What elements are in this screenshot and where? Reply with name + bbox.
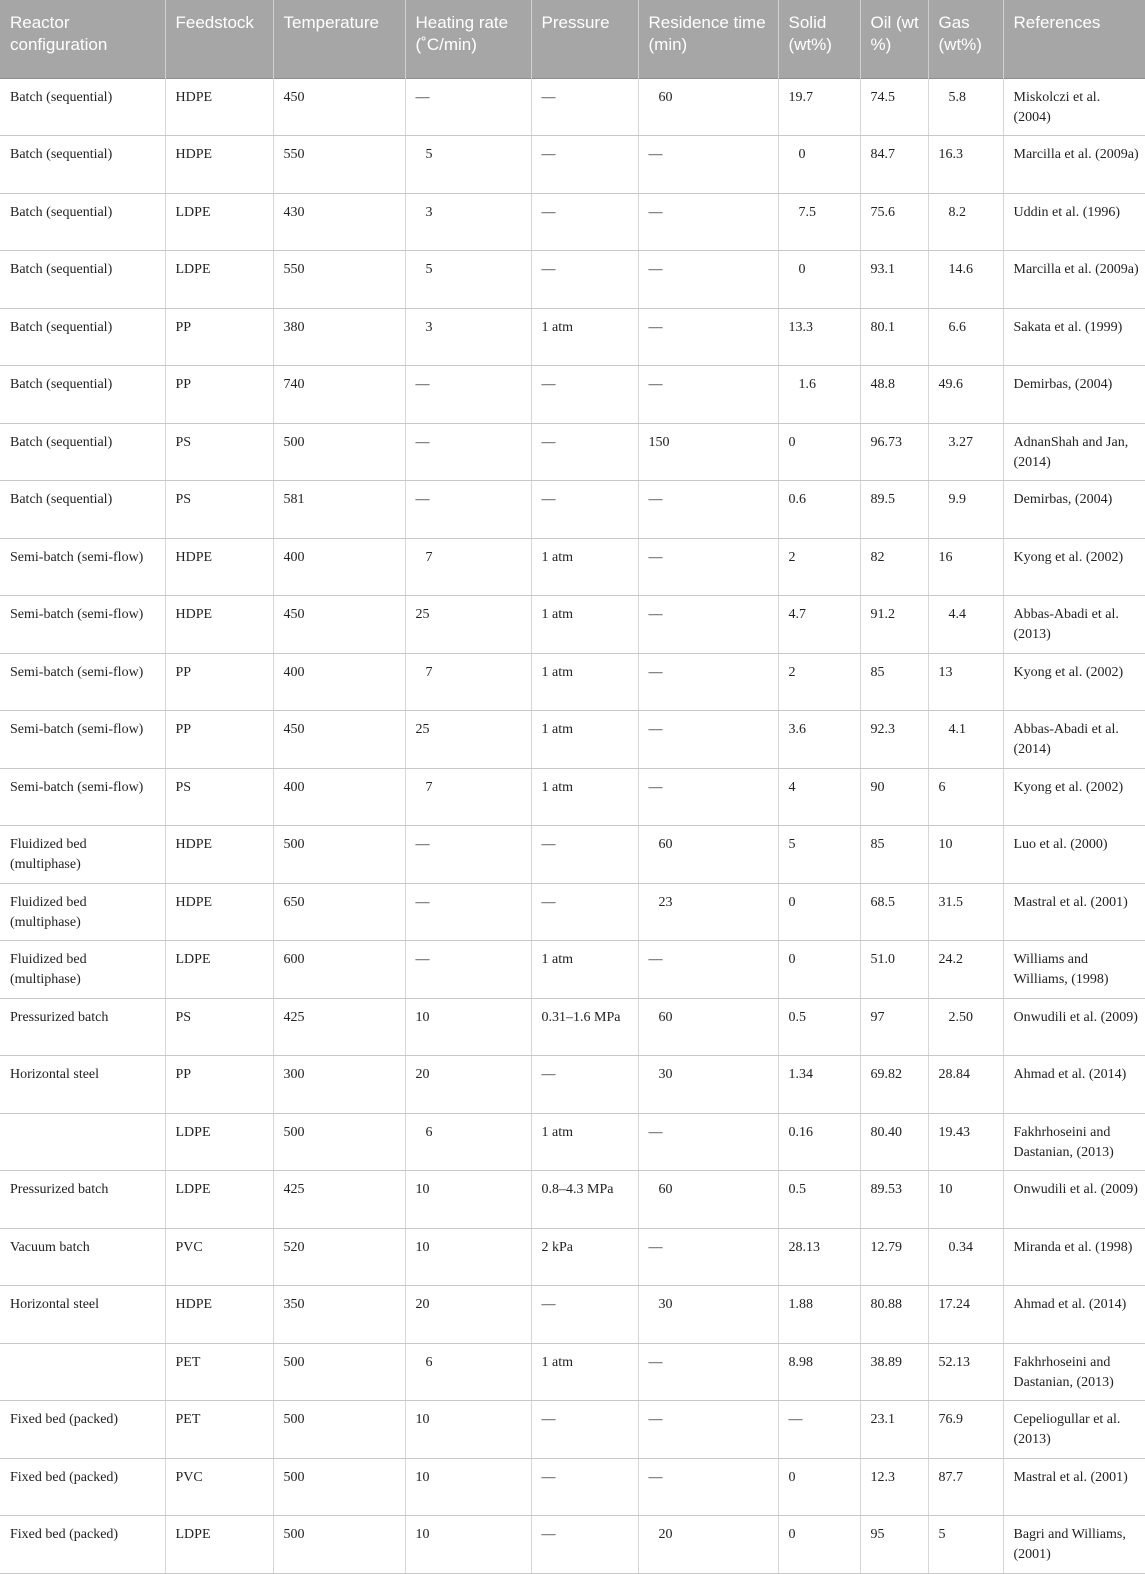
cell-heating-rate: 20 xyxy=(405,1286,531,1344)
cell-references: Luo et al. (2000) xyxy=(1003,826,1145,884)
cell-solid: 2 xyxy=(778,653,860,711)
cell-reactor-configuration: Semi-batch (semi-flow) xyxy=(0,711,165,769)
cell-solid: 1.6 xyxy=(778,366,860,424)
cell-reactor-configuration: Fluidized bed (multiphase) xyxy=(0,883,165,941)
cell-solid: 0 xyxy=(778,1458,860,1516)
cell-reactor-configuration: Semi-batch (semi-flow) xyxy=(0,768,165,826)
cell-heating-rate: — xyxy=(405,883,531,941)
cell-pressure: 1 atm xyxy=(531,1343,638,1401)
cell-residence-time: — xyxy=(638,538,778,596)
cell-pressure: 1 atm xyxy=(531,308,638,366)
cell-temperature: 450 xyxy=(273,596,405,654)
cell-gas: 10 xyxy=(928,826,1003,884)
cell-reactor-configuration: Fluidized bed (multiphase) xyxy=(0,826,165,884)
table-row xyxy=(0,423,1145,481)
cell-references: Mastral et al. (2001) xyxy=(1003,883,1145,941)
cell-feedstock: LDPE xyxy=(165,251,273,309)
cell-reactor-configuration: Semi-batch (semi-flow) xyxy=(0,596,165,654)
cell-temperature: 300 xyxy=(273,1056,405,1114)
cell-solid: 5 xyxy=(778,826,860,884)
cell-residence-time: — xyxy=(638,596,778,654)
cell-residence-time: — xyxy=(638,1228,778,1286)
table-header xyxy=(0,0,1145,78)
cell-oil: 23.1 xyxy=(860,1401,928,1459)
cell-solid: 0 xyxy=(778,251,860,309)
cell-references: Ahmad et al. (2014) xyxy=(1003,1056,1145,1114)
cell-temperature: 400 xyxy=(273,653,405,711)
cell-temperature: 600 xyxy=(273,941,405,999)
cell-references: Uddin et al. (1996) xyxy=(1003,193,1145,251)
cell-reactor-configuration: Horizontal steel xyxy=(0,1056,165,1114)
cell-oil: 80.40 xyxy=(860,1113,928,1171)
table-row xyxy=(0,653,1145,711)
cell-residence-time: — xyxy=(638,193,778,251)
cell-feedstock: PS xyxy=(165,481,273,539)
cell-residence-time: — xyxy=(638,251,778,309)
table-row xyxy=(0,768,1145,826)
cell-feedstock: LDPE xyxy=(165,1516,273,1574)
cell-temperature: 380 xyxy=(273,308,405,366)
cell-feedstock: PP xyxy=(165,1056,273,1114)
cell-heating-rate: 10 xyxy=(405,1458,531,1516)
cell-references: Fakhrhoseini and Dastanian, (2013) xyxy=(1003,1113,1145,1171)
cell-gas: 87.7 xyxy=(928,1458,1003,1516)
cell-pressure: — xyxy=(531,883,638,941)
cell-residence-time: 60 xyxy=(638,1171,778,1229)
cell-residence-time: 60 xyxy=(638,998,778,1056)
table-row xyxy=(0,481,1145,539)
cell-solid: — xyxy=(778,1401,860,1459)
cell-gas: 4.4 xyxy=(928,596,1003,654)
cell-pressure: — xyxy=(531,1056,638,1114)
table-row xyxy=(0,998,1145,1056)
cell-reactor-configuration: Pressurized batch xyxy=(0,998,165,1056)
cell-heating-rate: — xyxy=(405,78,531,136)
cell-reactor-configuration: Fixed bed (packed) xyxy=(0,1401,165,1459)
cell-pressure: 1 atm xyxy=(531,711,638,769)
cell-gas: 28.84 xyxy=(928,1056,1003,1114)
cell-references: Kyong et al. (2002) xyxy=(1003,538,1145,596)
cell-feedstock: HDPE xyxy=(165,883,273,941)
cell-references: Fakhrhoseini and Dastanian, (2013) xyxy=(1003,1343,1145,1401)
column-header-pressure: Pressure xyxy=(531,0,638,78)
cell-oil: 12.3 xyxy=(860,1458,928,1516)
cell-gas: 6 xyxy=(928,768,1003,826)
cell-solid: 1.34 xyxy=(778,1056,860,1114)
cell-feedstock: HDPE xyxy=(165,78,273,136)
cell-temperature: 430 xyxy=(273,193,405,251)
cell-solid: 0 xyxy=(778,136,860,194)
cell-gas: 19.43 xyxy=(928,1113,1003,1171)
column-header-gas: Gas (wt%) xyxy=(928,0,1003,78)
cell-gas: 2.50 xyxy=(928,998,1003,1056)
cell-reactor-configuration xyxy=(0,1343,165,1401)
cell-oil: 92.3 xyxy=(860,711,928,769)
column-header-oil: Oil (wt %) xyxy=(860,0,928,78)
column-header-temperature: Temperature xyxy=(273,0,405,78)
cell-feedstock: LDPE xyxy=(165,1113,273,1171)
cell-pressure: 1 atm xyxy=(531,538,638,596)
cell-solid: 7.5 xyxy=(778,193,860,251)
cell-references: Miskolczi et al. (2004) xyxy=(1003,78,1145,136)
table-row xyxy=(0,711,1145,769)
cell-feedstock: PET xyxy=(165,1401,273,1459)
cell-solid: 8.98 xyxy=(778,1343,860,1401)
cell-residence-time: — xyxy=(638,1343,778,1401)
cell-heating-rate: — xyxy=(405,941,531,999)
cell-references: Marcilla et al. (2009a) xyxy=(1003,251,1145,309)
cell-solid: 0.6 xyxy=(778,481,860,539)
cell-gas: 5 xyxy=(928,1516,1003,1574)
cell-temperature: 581 xyxy=(273,481,405,539)
cell-heating-rate: 6 xyxy=(405,1113,531,1171)
cell-pressure: 1 atm xyxy=(531,596,638,654)
cell-residence-time: 150 xyxy=(638,423,778,481)
cell-residence-time: — xyxy=(638,136,778,194)
cell-solid: 4.7 xyxy=(778,596,860,654)
table-row xyxy=(0,136,1145,194)
cell-heating-rate: 20 xyxy=(405,1056,531,1114)
cell-reactor-configuration: Batch (sequential) xyxy=(0,136,165,194)
cell-residence-time: — xyxy=(638,1458,778,1516)
cell-temperature: 450 xyxy=(273,711,405,769)
cell-heating-rate: 6 xyxy=(405,1343,531,1401)
cell-references: Ahmad et al. (2014) xyxy=(1003,1286,1145,1344)
cell-heating-rate: 5 xyxy=(405,251,531,309)
cell-gas: 10 xyxy=(928,1171,1003,1229)
cell-reactor-configuration: Pressurized batch xyxy=(0,1171,165,1229)
cell-oil: 48.8 xyxy=(860,366,928,424)
cell-heating-rate: 10 xyxy=(405,1228,531,1286)
cell-reactor-configuration: Batch (sequential) xyxy=(0,78,165,136)
cell-temperature: 425 xyxy=(273,998,405,1056)
cell-residence-time: — xyxy=(638,653,778,711)
cell-residence-time: 30 xyxy=(638,1286,778,1344)
cell-solid: 0 xyxy=(778,883,860,941)
cell-pressure: — xyxy=(531,1458,638,1516)
cell-residence-time: — xyxy=(638,1113,778,1171)
cell-feedstock: PS xyxy=(165,423,273,481)
cell-temperature: 650 xyxy=(273,883,405,941)
cell-references: Onwudili et al. (2009) xyxy=(1003,998,1145,1056)
table-row xyxy=(0,596,1145,654)
table-row xyxy=(0,1171,1145,1229)
cell-gas: 3.27 xyxy=(928,423,1003,481)
cell-solid: 0.5 xyxy=(778,998,860,1056)
cell-references: AdnanShah and Jan, (2014) xyxy=(1003,423,1145,481)
cell-oil: 75.6 xyxy=(860,193,928,251)
table-row xyxy=(0,1401,1145,1459)
cell-gas: 17.24 xyxy=(928,1286,1003,1344)
cell-temperature: 500 xyxy=(273,1401,405,1459)
cell-heating-rate: 5 xyxy=(405,136,531,194)
cell-heating-rate: 7 xyxy=(405,538,531,596)
cell-solid: 4 xyxy=(778,768,860,826)
cell-gas: 6.6 xyxy=(928,308,1003,366)
cell-pressure: 1 atm xyxy=(531,768,638,826)
cell-solid: 0 xyxy=(778,1516,860,1574)
cell-oil: 97 xyxy=(860,998,928,1056)
cell-heating-rate: 10 xyxy=(405,998,531,1056)
cell-temperature: 400 xyxy=(273,768,405,826)
cell-oil: 12.79 xyxy=(860,1228,928,1286)
table-row xyxy=(0,1343,1145,1401)
cell-residence-time: 23 xyxy=(638,883,778,941)
cell-feedstock: LDPE xyxy=(165,941,273,999)
column-header-references: References xyxy=(1003,0,1145,78)
cell-gas: 9.9 xyxy=(928,481,1003,539)
cell-feedstock: LDPE xyxy=(165,193,273,251)
table-row xyxy=(0,1113,1145,1171)
cell-oil: 69.82 xyxy=(860,1056,928,1114)
cell-feedstock: PS xyxy=(165,998,273,1056)
table-body xyxy=(0,78,1145,1573)
table-row xyxy=(0,193,1145,251)
cell-pressure: — xyxy=(531,1516,638,1574)
cell-pressure: — xyxy=(531,1401,638,1459)
cell-references: Bagri and Williams, (2001) xyxy=(1003,1516,1145,1574)
cell-reactor-configuration: Batch (sequential) xyxy=(0,366,165,424)
cell-temperature: 425 xyxy=(273,1171,405,1229)
cell-reactor-configuration: Batch (sequential) xyxy=(0,423,165,481)
cell-residence-time: 20 xyxy=(638,1516,778,1574)
cell-solid: 0 xyxy=(778,941,860,999)
cell-heating-rate: 7 xyxy=(405,768,531,826)
cell-temperature: 500 xyxy=(273,1343,405,1401)
cell-gas: 24.2 xyxy=(928,941,1003,999)
cell-solid: 0.16 xyxy=(778,1113,860,1171)
cell-pressure: — xyxy=(531,193,638,251)
cell-pressure: 2 kPa xyxy=(531,1228,638,1286)
cell-solid: 19.7 xyxy=(778,78,860,136)
cell-residence-time: 60 xyxy=(638,826,778,884)
cell-pressure: — xyxy=(531,481,638,539)
table-row xyxy=(0,1286,1145,1344)
cell-gas: 14.6 xyxy=(928,251,1003,309)
table-row xyxy=(0,1056,1145,1114)
cell-residence-time: 30 xyxy=(638,1056,778,1114)
cell-references: Cepeliogullar et al. (2013) xyxy=(1003,1401,1145,1459)
cell-solid: 2 xyxy=(778,538,860,596)
cell-heating-rate: 10 xyxy=(405,1401,531,1459)
cell-references: Demirbas, (2004) xyxy=(1003,481,1145,539)
cell-gas: 16 xyxy=(928,538,1003,596)
cell-feedstock: LDPE xyxy=(165,1171,273,1229)
cell-gas: 0.34 xyxy=(928,1228,1003,1286)
cell-residence-time: — xyxy=(638,711,778,769)
cell-heating-rate: — xyxy=(405,423,531,481)
cell-feedstock: PS xyxy=(165,768,273,826)
table-row xyxy=(0,308,1145,366)
cell-oil: 51.0 xyxy=(860,941,928,999)
cell-references: Abbas-Abadi et al. (2013) xyxy=(1003,596,1145,654)
cell-temperature: 500 xyxy=(273,423,405,481)
table-row xyxy=(0,251,1145,309)
column-header-heating-rate: Heating rate (˚C/min) xyxy=(405,0,531,78)
cell-residence-time: — xyxy=(638,941,778,999)
cell-temperature: 520 xyxy=(273,1228,405,1286)
cell-gas: 8.2 xyxy=(928,193,1003,251)
cell-gas: 5.8 xyxy=(928,78,1003,136)
cell-references: Marcilla et al. (2009a) xyxy=(1003,136,1145,194)
cell-temperature: 450 xyxy=(273,78,405,136)
cell-references: Mastral et al. (2001) xyxy=(1003,1458,1145,1516)
cell-feedstock: PP xyxy=(165,653,273,711)
table-row xyxy=(0,941,1145,999)
cell-oil: 80.88 xyxy=(860,1286,928,1344)
cell-references: Kyong et al. (2002) xyxy=(1003,653,1145,711)
column-header-solid: Solid (wt%) xyxy=(778,0,860,78)
cell-pressure: — xyxy=(531,1286,638,1344)
cell-temperature: 500 xyxy=(273,1458,405,1516)
cell-reactor-configuration: Fixed bed (packed) xyxy=(0,1516,165,1574)
cell-reactor-configuration: Vacuum batch xyxy=(0,1228,165,1286)
cell-oil: 38.89 xyxy=(860,1343,928,1401)
cell-feedstock: PVC xyxy=(165,1228,273,1286)
cell-temperature: 500 xyxy=(273,1516,405,1574)
cell-residence-time: — xyxy=(638,1401,778,1459)
cell-heating-rate: — xyxy=(405,481,531,539)
table-row xyxy=(0,1228,1145,1286)
cell-pressure: — xyxy=(531,251,638,309)
cell-temperature: 400 xyxy=(273,538,405,596)
cell-reactor-configuration: Batch (sequential) xyxy=(0,308,165,366)
cell-feedstock: HDPE xyxy=(165,826,273,884)
cell-gas: 13 xyxy=(928,653,1003,711)
cell-reactor-configuration xyxy=(0,1113,165,1171)
cell-feedstock: PP xyxy=(165,711,273,769)
cell-feedstock: HDPE xyxy=(165,136,273,194)
cell-feedstock: HDPE xyxy=(165,538,273,596)
cell-heating-rate: 10 xyxy=(405,1171,531,1229)
cell-heating-rate: 3 xyxy=(405,308,531,366)
cell-solid: 28.13 xyxy=(778,1228,860,1286)
cell-heating-rate: 10 xyxy=(405,1516,531,1574)
cell-reactor-configuration: Semi-batch (semi-flow) xyxy=(0,538,165,596)
cell-reactor-configuration: Batch (sequential) xyxy=(0,193,165,251)
column-header-reactor-configuration: Reactor configuration xyxy=(0,0,165,78)
table-row xyxy=(0,366,1145,424)
cell-gas: 16.3 xyxy=(928,136,1003,194)
cell-oil: 74.5 xyxy=(860,78,928,136)
cell-oil: 90 xyxy=(860,768,928,826)
cell-references: Williams and Williams, (1998) xyxy=(1003,941,1145,999)
cell-reactor-configuration: Fluidized bed (multiphase) xyxy=(0,941,165,999)
cell-heating-rate: — xyxy=(405,826,531,884)
cell-residence-time: — xyxy=(638,768,778,826)
column-header-feedstock: Feedstock xyxy=(165,0,273,78)
cell-references: Abbas-Abadi et al. (2014) xyxy=(1003,711,1145,769)
cell-pressure: 0.31–1.6 MPa xyxy=(531,998,638,1056)
cell-reactor-configuration: Batch (sequential) xyxy=(0,251,165,309)
cell-feedstock: HDPE xyxy=(165,596,273,654)
cell-feedstock: HDPE xyxy=(165,1286,273,1344)
cell-temperature: 550 xyxy=(273,136,405,194)
cell-pressure: — xyxy=(531,366,638,424)
cell-oil: 84.7 xyxy=(860,136,928,194)
cell-pressure: — xyxy=(531,136,638,194)
cell-solid: 1.88 xyxy=(778,1286,860,1344)
cell-references: Sakata et al. (1999) xyxy=(1003,308,1145,366)
cell-pressure: 1 atm xyxy=(531,941,638,999)
cell-oil: 85 xyxy=(860,826,928,884)
cell-heating-rate: 7 xyxy=(405,653,531,711)
cell-gas: 31.5 xyxy=(928,883,1003,941)
cell-temperature: 500 xyxy=(273,1113,405,1171)
cell-feedstock: PP xyxy=(165,366,273,424)
table-row xyxy=(0,538,1145,596)
cell-oil: 91.2 xyxy=(860,596,928,654)
cell-gas: 76.9 xyxy=(928,1401,1003,1459)
cell-solid: 0 xyxy=(778,423,860,481)
cell-reactor-configuration: Fixed bed (packed) xyxy=(0,1458,165,1516)
cell-oil: 96.73 xyxy=(860,423,928,481)
cell-oil: 82 xyxy=(860,538,928,596)
cell-feedstock: PET xyxy=(165,1343,273,1401)
cell-heating-rate: 25 xyxy=(405,711,531,769)
cell-solid: 13.3 xyxy=(778,308,860,366)
table-row xyxy=(0,1516,1145,1574)
cell-oil: 68.5 xyxy=(860,883,928,941)
cell-gas: 4.1 xyxy=(928,711,1003,769)
cell-references: Kyong et al. (2002) xyxy=(1003,768,1145,826)
cell-pressure: 1 atm xyxy=(531,653,638,711)
cell-gas: 52.13 xyxy=(928,1343,1003,1401)
cell-oil: 93.1 xyxy=(860,251,928,309)
table-row xyxy=(0,826,1145,884)
cell-references: Demirbas, (2004) xyxy=(1003,366,1145,424)
table-row xyxy=(0,78,1145,136)
cell-pressure: — xyxy=(531,423,638,481)
cell-pressure: — xyxy=(531,826,638,884)
cell-oil: 89.53 xyxy=(860,1171,928,1229)
cell-pressure: 1 atm xyxy=(531,1113,638,1171)
cell-oil: 95 xyxy=(860,1516,928,1574)
cell-residence-time: — xyxy=(638,366,778,424)
cell-feedstock: PVC xyxy=(165,1458,273,1516)
cell-pressure: — xyxy=(531,78,638,136)
cell-residence-time: — xyxy=(638,308,778,366)
cell-temperature: 550 xyxy=(273,251,405,309)
cell-temperature: 500 xyxy=(273,826,405,884)
cell-reactor-configuration: Horizontal steel xyxy=(0,1286,165,1344)
cell-heating-rate: 25 xyxy=(405,596,531,654)
header-row xyxy=(0,0,1145,78)
cell-oil: 89.5 xyxy=(860,481,928,539)
cell-oil: 80.1 xyxy=(860,308,928,366)
cell-reactor-configuration: Semi-batch (semi-flow) xyxy=(0,653,165,711)
cell-feedstock: PP xyxy=(165,308,273,366)
cell-heating-rate: — xyxy=(405,366,531,424)
cell-temperature: 350 xyxy=(273,1286,405,1344)
cell-heating-rate: 3 xyxy=(405,193,531,251)
cell-pressure: 0.8–4.3 MPa xyxy=(531,1171,638,1229)
cell-references: Miranda et al. (1998) xyxy=(1003,1228,1145,1286)
cell-references: Onwudili et al. (2009) xyxy=(1003,1171,1145,1229)
cell-temperature: 740 xyxy=(273,366,405,424)
table-row xyxy=(0,883,1145,941)
cell-solid: 0.5 xyxy=(778,1171,860,1229)
cell-reactor-configuration: Batch (sequential) xyxy=(0,481,165,539)
cell-residence-time: 60 xyxy=(638,78,778,136)
cell-solid: 3.6 xyxy=(778,711,860,769)
column-header-residence-time: Residence time (min) xyxy=(638,0,778,78)
cell-gas: 49.6 xyxy=(928,366,1003,424)
cell-oil: 85 xyxy=(860,653,928,711)
cell-residence-time: — xyxy=(638,481,778,539)
